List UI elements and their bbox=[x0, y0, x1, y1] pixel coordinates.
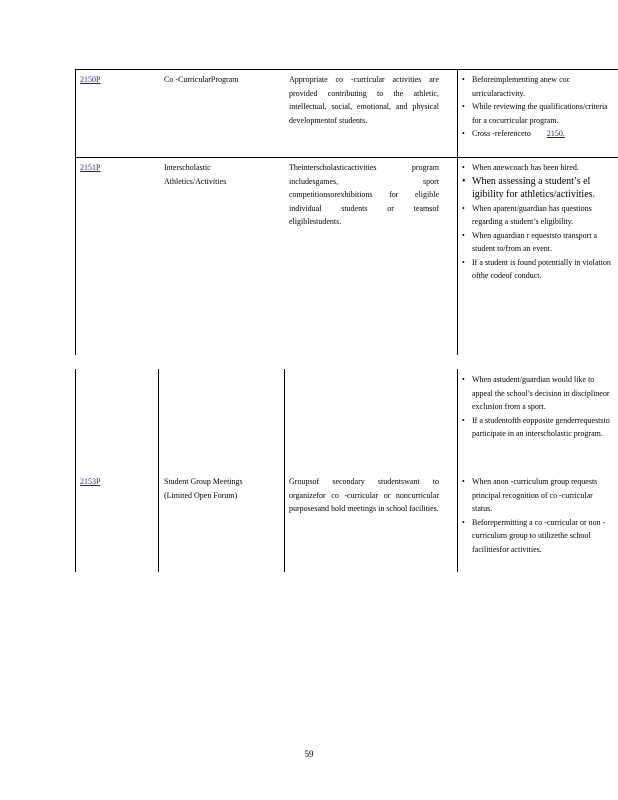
cross-reference-link[interactable]: 2150. bbox=[546, 129, 565, 138]
page-number: 59 bbox=[304, 749, 314, 759]
policy-description: Groupsof secondary studentswant to organizefor co -curricular or noncurricular purposesand hold meetings in school facilities. bbox=[289, 477, 439, 513]
when-item: • When anewcoach has been hired. bbox=[462, 161, 612, 175]
when-item: • If a studentofth eopposite genderrequeststo participate in an interscholastic program. bbox=[462, 414, 612, 441]
when-item: • Beforeimplementing anew coc urricularactivity. bbox=[462, 73, 612, 100]
policy-title: Student Group Meetings (Limited Open Forum) bbox=[164, 477, 243, 500]
when-item: • When anon -curriculum group requests principal recognition of co -curricular status. bbox=[462, 475, 612, 516]
when-to-use-list bbox=[462, 161, 612, 283]
policy-code-link[interactable]: 2151P bbox=[80, 163, 101, 172]
when-item: • When aguardian r equeststo transport a student to/from an event. bbox=[462, 229, 612, 256]
column-divider bbox=[457, 69, 458, 355]
when-item: • When astudent/guardian would like to appeal the school’s decision in disciplineor exclusion from a sport. bbox=[462, 373, 612, 414]
when-item: • Cross -referenceto 2150. bbox=[462, 127, 612, 141]
when-item: • When assessing a student’s el igibility for athletics/activities. bbox=[462, 175, 612, 202]
when-item: • If a student is found potentially in violation ofthe codeof conduct. bbox=[462, 256, 612, 283]
when-to-use-list bbox=[462, 475, 612, 556]
policy-description: Theinterscholasticactivities program includesgames, sport competitionsorexhibitions for eligible individual students or teamsof eligiblestudents. bbox=[289, 163, 439, 226]
row-divider bbox=[75, 157, 618, 158]
when-item: • Beforepermitting a co -curricular or non -curriculum group to utilizethe school facilitiesfor activities. bbox=[462, 516, 612, 557]
column-divider bbox=[284, 369, 285, 572]
column-divider bbox=[457, 369, 458, 572]
policy-code-link[interactable]: 2153P bbox=[80, 477, 101, 486]
when-to-use-list bbox=[462, 373, 612, 441]
when-to-use-list bbox=[462, 73, 612, 141]
table-top-border bbox=[75, 69, 618, 70]
column-divider bbox=[75, 69, 76, 355]
policy-description: Appropriate co -curricular activities are provided contributing to the athletic, intellectual, social, emotional, and physical developmentof students. bbox=[289, 75, 439, 125]
policy-title: Interscholastic Athletics/Activities bbox=[164, 163, 227, 186]
column-divider bbox=[75, 369, 76, 572]
column-divider bbox=[158, 369, 159, 572]
policy-title: Co -CurricularProgram bbox=[164, 75, 239, 84]
policy-code-link[interactable]: 2150P bbox=[80, 75, 101, 84]
when-item: • While reviewing the qualifications/criteria for a cocurricular program. bbox=[462, 100, 612, 127]
when-item: • When aparent/guardian has questions regarding a student’s eligibility. bbox=[462, 202, 612, 229]
